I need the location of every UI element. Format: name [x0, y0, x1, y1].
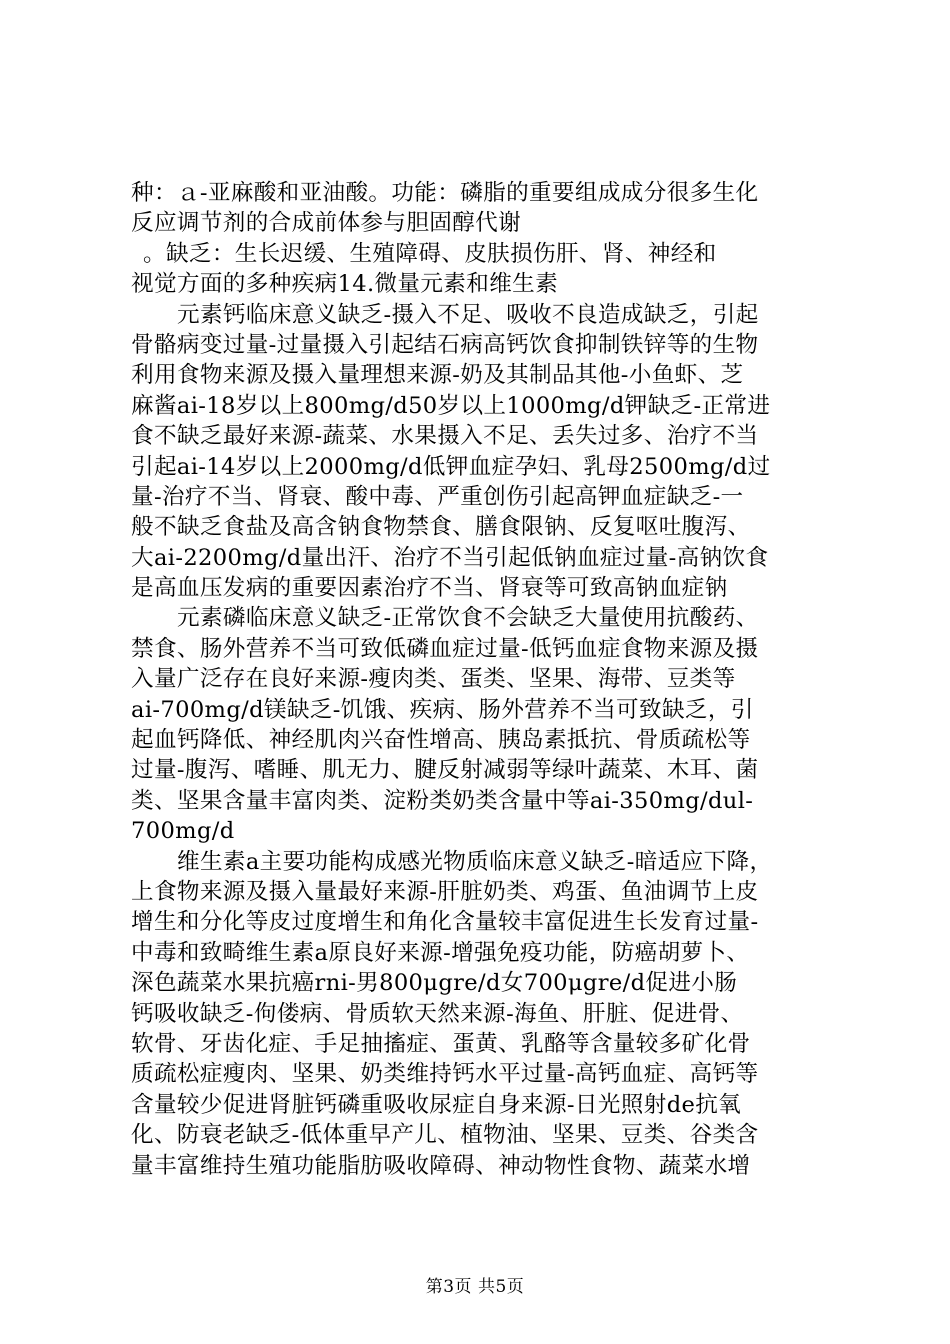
text-line: 视觉方面的多种疾病14.微量元素和维生素 [131, 271, 559, 298]
text-line: 过量-腹泻、嗜睡、肌无力、腱反射减弱等绿叶蔬菜、木耳、菌 [131, 757, 759, 784]
paragraph-start-phosphorus: 元素磷临床意义缺乏-正常饮食不会缺乏大量使用抗酸药、 [177, 605, 759, 632]
text-line: 骨骼病变过量-过量摄入引起结石病高钙饮食抑制铁锌等的生物 [131, 331, 759, 358]
text-line: 大ai-2200mg/d量出汗、治疗不当引起低钠血症过量-高钠饮食 [131, 544, 769, 571]
text-line: 起血钙降低、神经肌肉兴奋性增高、胰岛素抵抗、骨质疏松等 [131, 727, 751, 754]
text-line: 般不缺乏食盐及高含钠食物禁食、膳食限钠、反复呕吐腹泻、 [131, 514, 751, 541]
text-line: 钙吸收缺乏-佝偻病、骨质软天然来源-海鱼、肝脏、促进骨、 [131, 1000, 744, 1027]
text-line: 种：ａ-亚麻酸和亚油酸。功能：磷脂的重要组成成分很多生化 [131, 180, 759, 206]
text-line: 量丰富维持生殖功能脂肪吸收障碍、神动物性食物、蔬菜水增 [131, 1152, 751, 1179]
text-line: 量-治疗不当、肾衰、酸中毒、严重创伤引起高钾血症缺乏-一 [131, 483, 744, 510]
page-number-footer: 第3页 共5页 [425, 1277, 525, 1297]
text-line: 麻酱ai-18岁以上800mg/d50岁以上1000mg/d钾缺乏-正常进 [131, 392, 771, 419]
text-line: ai-700mg/d镁缺乏-饥饿、疾病、肠外营养不当可致缺乏，引 [131, 696, 754, 723]
text-line: 禁食、肠外营养不当可致低磷血症过量-低钙血症食物来源及摄 [131, 635, 759, 662]
text-line: 引起ai-14岁以上2000mg/d低钾血症孕妇、乳母2500mg/d过 [131, 453, 771, 480]
text-line: 利用食物来源及摄入量理想来源-奶及其制品其他-小鱼虾、芝 [131, 362, 744, 389]
text-line: 含量较少促进肾脏钙磷重吸收尿症自身来源-日光照射de抗氧 [131, 1091, 742, 1118]
text-line: 入量广泛存在良好来源-瘦肉类、蛋类、坚果、海带、豆类等 [131, 666, 736, 693]
text-line: 增生和分化等皮过度增生和角化含量较丰富促进生长发育过量- [131, 909, 759, 936]
text-line: 反应调节剂的合成前体参与胆固醇代谢 [131, 210, 522, 237]
document-body [131, 178, 831, 1181]
text-line: 是高血压发病的重要因素治疗不当、肾衰等可致高钠血症钠 [131, 575, 728, 602]
text-line: 类、坚果含量丰富肉类、淀粉类奶类含量中等ai-350mg/dul- [131, 787, 754, 814]
text-line: 化、防衰老缺乏-低体重早产儿、植物油、坚果、豆类、谷类含 [131, 1122, 759, 1149]
text-line: 。缺乏：生长迟缓、生殖障碍、皮肤损伤肝、肾、神经和 [143, 240, 717, 267]
text-line: 上食物来源及摄入量最好来源-肝脏奶类、鸡蛋、鱼油调节上皮 [131, 878, 759, 905]
text-line: 深色蔬菜水果抗癌rni-男800μgre/d女700μgre/d促进小肠 [131, 970, 738, 997]
text-line: 食不缺乏最好来源-蔬菜、水果摄入不足、丢失过多、治疗不当 [131, 423, 759, 450]
text-line: 软骨、牙齿化症、手足抽搐症、蛋黄、乳酪等含量较多矿化骨 [131, 1030, 751, 1057]
text-line: 质疏松症瘦肉、坚果、奶类维持钙水平过量-高钙血症、高钙等 [131, 1061, 759, 1088]
text-line: 中毒和致畸维生素a原良好来源-增强免疫功能，防癌胡萝卜、 [131, 939, 750, 966]
paragraph-start-calcium: 元素钙临床意义缺乏-摄入不足、吸收不良造成缺乏，引起 [177, 301, 759, 328]
text-line: 700mg/d [131, 818, 235, 845]
paragraph-start-vitamin-a: 维生素a主要功能构成感光物质临床意义缺乏-暗适应下降， [177, 848, 773, 875]
